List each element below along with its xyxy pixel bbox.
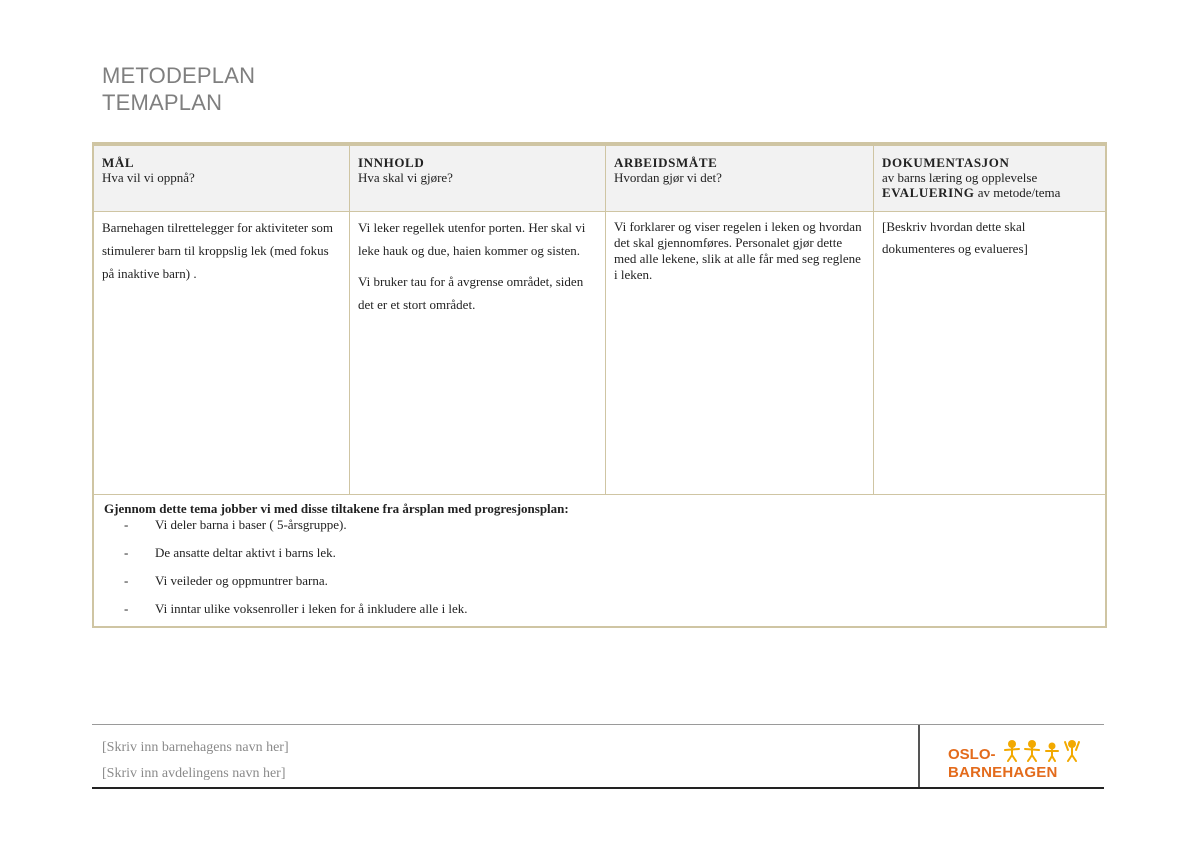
- arbeidsmate-cell[interactable]: [605, 212, 873, 494]
- header-innhold: [349, 146, 605, 211]
- header-mal-subtitle: Hva vil vi oppnå?: [102, 170, 195, 185]
- header-arbeidsmate: [605, 146, 873, 211]
- logo-text-oslo: OSLO-: [948, 746, 996, 763]
- list-bullet: -: [124, 545, 129, 560]
- title-metodeplan: METODEPLAN: [102, 63, 256, 88]
- innhold-cell[interactable]: [349, 212, 605, 494]
- list-item-text: Vi deler barna i baser ( 5-årsgruppe).: [155, 517, 347, 532]
- list-bullet: -: [124, 517, 129, 532]
- header-innhold-subtitle: Hva skal vi gjøre?: [358, 170, 453, 185]
- list-item-text: Vi inntar ulike voksenroller i leken for å inkludere alle i lek.: [155, 601, 468, 616]
- innhold-paragraph-2: Vi bruker tau for å avgrense området, siden det er et stort området.: [358, 274, 584, 312]
- arbeidsmate-text: Vi forklarer og viser regelen i leken og hvordan det skal gjennomføres. Personalet gjør dette med alle lekene, slik at alle får med seg reglene i leken.: [614, 219, 862, 282]
- list-bullet: -: [124, 601, 129, 616]
- table-content-row: [94, 212, 1105, 495]
- header-arbeidsmate-subtitle: Hvordan gjør vi det?: [614, 170, 722, 185]
- tiltak-heading: Gjennom dette tema jobber vi med disse tiltakene fra årsplan med progresjonsplan:: [104, 501, 569, 516]
- list-item: [104, 516, 1095, 534]
- header-dokumentasjon-title: DOKUMENTASJON: [882, 155, 1010, 170]
- header-evaluering-subtitle: av metode/tema: [977, 185, 1061, 200]
- header-mal-title: MÅL: [102, 155, 135, 170]
- header-dokumentasjon: [873, 146, 1105, 211]
- footer-divider-vertical: [918, 725, 920, 787]
- innhold-paragraph-1: Vi leker regellek utenfor porten. Her skal vi leke hauk og due, haien kommer og sisten.: [358, 220, 586, 258]
- tiltak-section[interactable]: [94, 495, 1105, 626]
- title-temaplan: TEMAPLAN: [102, 90, 223, 115]
- footer-divider-top: [92, 724, 1104, 725]
- list-bullet: -: [124, 573, 129, 588]
- list-item: [104, 544, 1095, 562]
- oslo-barnehagen-logo: [948, 738, 1088, 782]
- document-title: [102, 62, 255, 116]
- table-header-row: [94, 146, 1105, 212]
- plan-table: [92, 142, 1107, 628]
- list-item: [104, 572, 1095, 590]
- list-item-text: De ansatte deltar aktivt i barns lek.: [155, 545, 336, 560]
- header-evaluering-title: EVALUERING: [882, 185, 975, 200]
- avdeling-name-field[interactable]: [Skriv inn avdelingens navn her]: [102, 766, 286, 781]
- header-dokumentasjon-subtitle: av barns læring og opplevelse: [882, 170, 1038, 185]
- dokumentasjon-placeholder: [Beskriv hvordan dette skal dokumenteres og evalueres]: [882, 219, 1028, 256]
- barnehage-name-field[interactable]: [Skriv inn barnehagens navn her]: [102, 740, 289, 755]
- header-mal: [94, 146, 349, 211]
- list-item-text: Vi veileder og oppmuntrer barna.: [155, 573, 328, 588]
- footer-fields: [102, 735, 289, 787]
- dokumentasjon-cell[interactable]: [873, 212, 1105, 494]
- tiltak-list: [104, 516, 1095, 618]
- children-figures-icon: [1002, 738, 1088, 762]
- header-arbeidsmate-title: ARBEIDSMÅTE: [614, 155, 718, 170]
- footer-divider-bottom: [92, 787, 1104, 789]
- list-item: [104, 600, 1095, 618]
- logo-text-barnehagen: BARNEHAGEN: [948, 764, 1058, 781]
- header-innhold-title: INNHOLD: [358, 155, 425, 170]
- mal-text: Barnehagen tilrettelegger for aktiviteter som stimulerer barn til kroppslig lek (med fokus på inaktive barn) .: [102, 220, 334, 281]
- mal-cell[interactable]: [94, 212, 349, 494]
